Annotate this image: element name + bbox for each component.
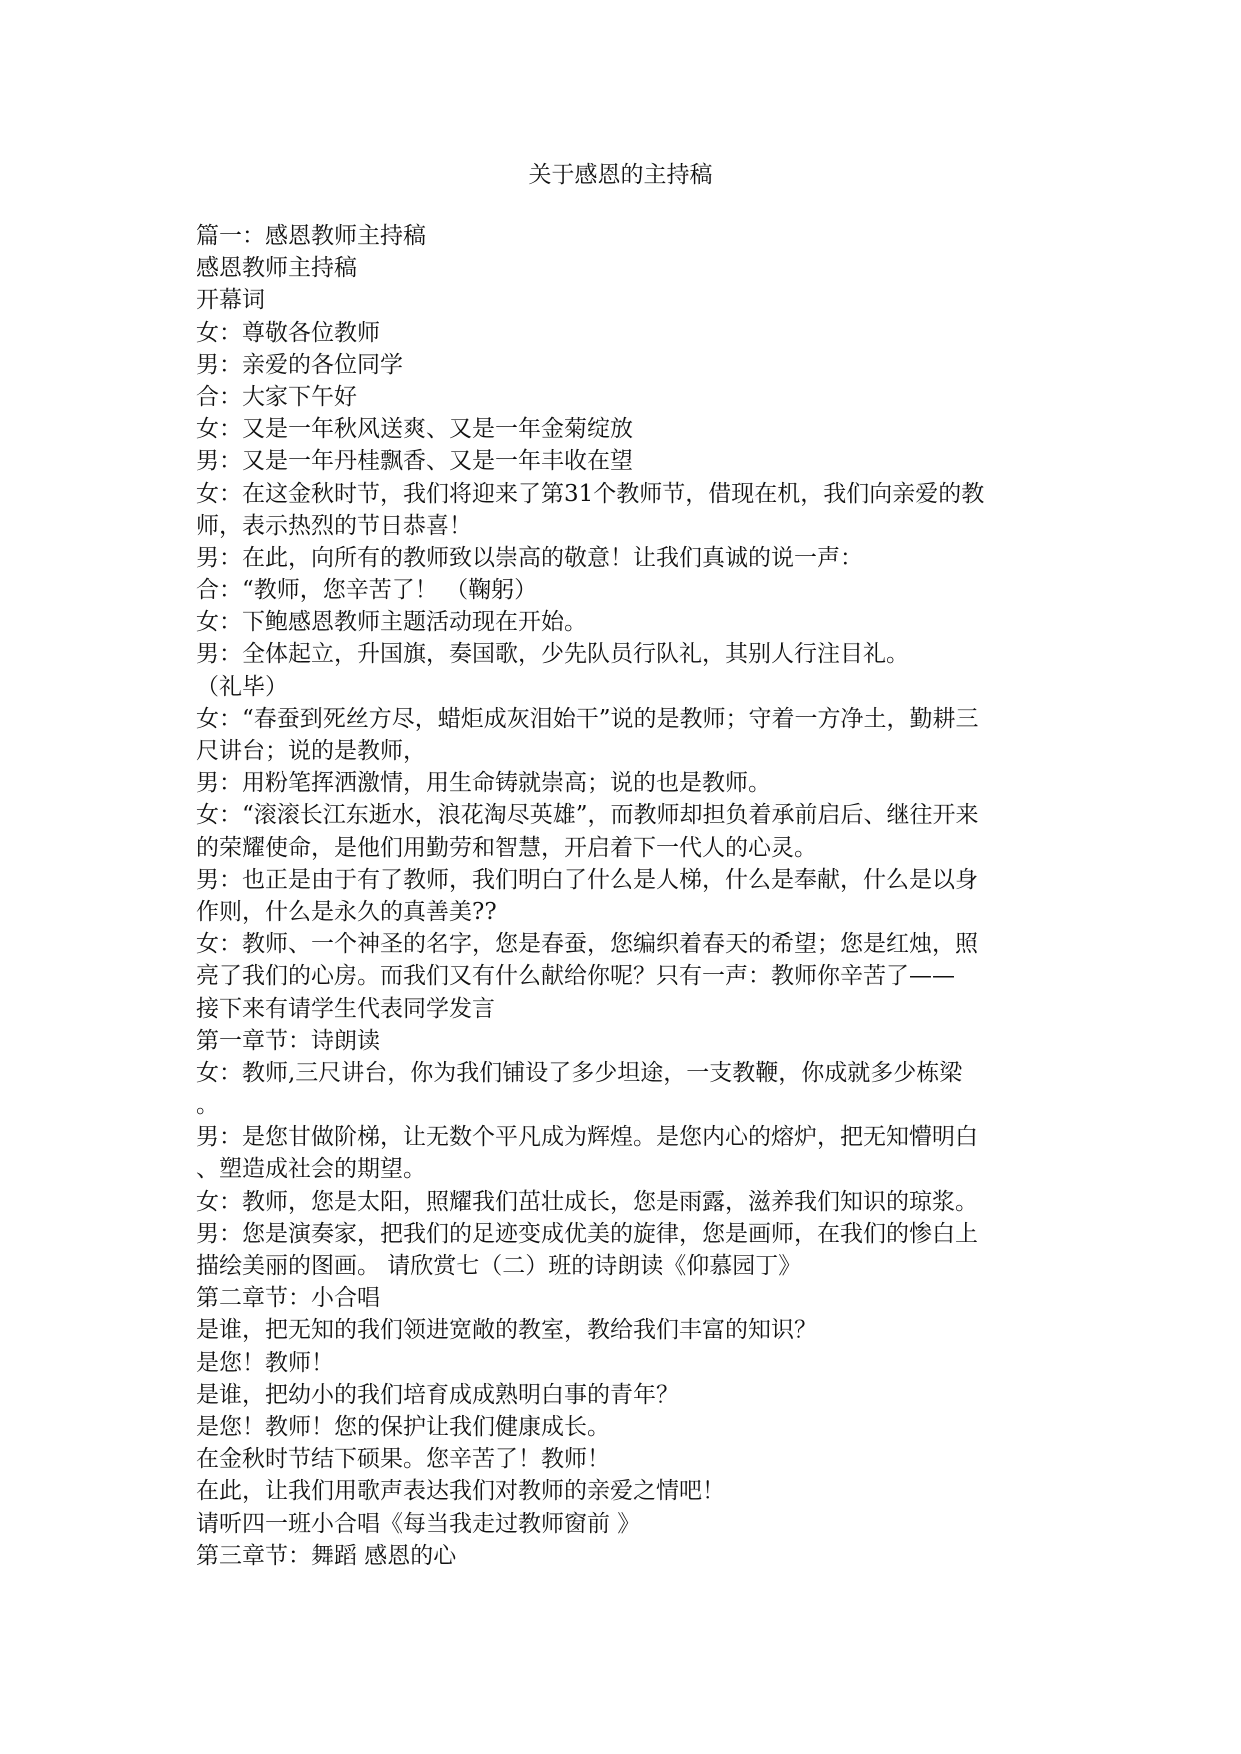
text-line: 尺讲台；说的是教师， [196,738,426,764]
text-line: 。 [196,1092,219,1119]
text-line: 开幕词 [196,287,265,314]
text-line: 描绘美丽的图画。 请欣赏七（二）班的诗朗读《仰慕园丁》 [196,1253,802,1279]
text-line: 男：在此，向所有的教师致以崇高的敬意！让我们真诚的说一声： [196,544,863,571]
text-line: 请听四一班小合唱《每当我走过教师窗前 》 [196,1510,641,1537]
text-line: 师，表示热烈的节日恭喜！ [196,512,472,539]
text-line: 男：全体起立，升国旗，奏国歌，少先队员行队礼，其别人行注目礼。 [196,641,909,668]
text-line: 亮了我们的心房。而我们又有什么献给你呢？只有一声：教师你辛苦了—— [196,963,955,990]
text-line: （礼毕） [196,673,288,700]
text-line: 是谁，把无知的我们领进宽敞的教室，教给我们丰富的知识？ [196,1317,817,1344]
document-title: 关于感恩的主持稿 [528,162,713,188]
text-line: 男：用粉笔挥洒激情，用生命铸就崇高；说的也是教师。 [196,770,771,797]
text-line: 作则，什么是永久的真善美?? [196,898,497,925]
text-line: 女：在这金秋时节，我们将迎来了第31个教师节，借现在机，我们向亲爱的教 [196,480,985,507]
document-body [196,220,1056,1572]
text-line: 男：又是一年丹桂飘香、又是一年丰收在望 [196,448,633,475]
text-line: 合：大家下午好 [196,383,357,410]
text-line: 感恩教师主持稿 [196,255,357,282]
text-line: 是您！教师！您的保护让我们健康成长。 [196,1413,610,1440]
text-line: 男：也正是由于有了教师，我们明白了什么是人梯，什么是奉献，什么是以身 [196,866,978,893]
text-line: 、塑造成社会的期望。 [196,1156,426,1183]
text-line: 女：“春蚕到死丝方尽，蜡炬成灰泪始干”说的是教师；守着一方净土，勤耕三 [196,705,979,732]
text-line: 是谁，把幼小的我们培育成成熟明白事的青年？ [196,1381,679,1408]
text-line: 女：教师,三尺讲台，你为我们铺设了多少坦途，一支教鞭，你成就多少栋梁 [196,1059,963,1086]
text-line: 女：教师，您是太阳，照耀我们茁壮成长，您是雨露，滋养我们知识的琼浆。 [196,1188,978,1215]
text-line: 第三章节：舞蹈 感恩的心 [196,1542,457,1569]
text-line: 是您！教师！ [196,1349,334,1376]
text-line: 男：您是演奏家，把我们的足迹变成优美的旋律，您是画师，在我们的惨白上 [196,1220,978,1247]
text-line: 第二章节：小合唱 [196,1285,380,1312]
text-line: 女：下鲍感恩教师主题活动现在开始。 [196,609,587,636]
text-line: 篇一：感恩教师主持稿 [196,223,426,249]
text-line: 女：“滚滚长江东逝水，浪花淘尽英雄”，而教师却担负着承前启后、继往开来 [196,802,979,829]
text-line: 男：是您甘做阶梯，让无数个平凡成为辉煌。是您内心的熔炉，把无知懵明白 [196,1124,978,1151]
text-line: 女：尊敬各位教师 [196,319,380,346]
text-line: 合：“教师，您辛苦了！ （鞠躬） [196,577,538,604]
text-line: 的荣耀使命，是他们用勤劳和智慧，开启着下一代人的心灵。 [196,834,817,861]
text-line: 接下来有请学生代表同学发言 [196,995,495,1022]
text-line: 第一章节：诗朗读 [196,1027,380,1054]
text-line: 在金秋时节结下硕果。您辛苦了！教师！ [196,1446,610,1473]
text-line: 在此，让我们用歌声表达我们对教师的亲爱之情吧！ [196,1478,725,1505]
text-line: 女：教师、一个神圣的名字，您是春蚕，您编织着春天的希望；您是红烛，照 [196,931,978,958]
text-line: 男：亲爱的各位同学 [196,351,403,378]
text-line: 女：又是一年秋风送爽、又是一年金菊绽放 [196,416,633,443]
